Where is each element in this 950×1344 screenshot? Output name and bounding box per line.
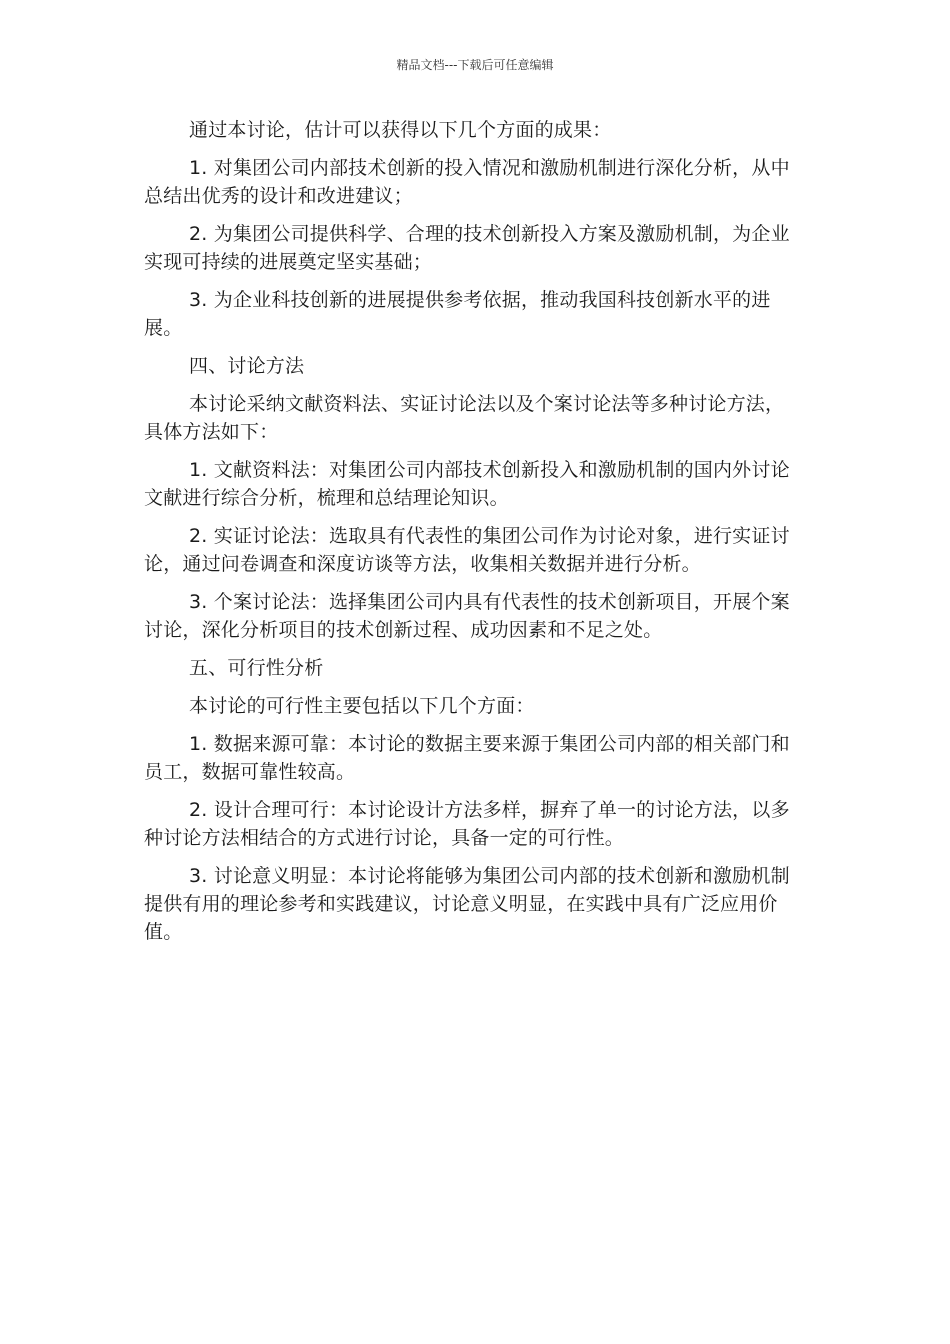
section-heading-feasibility: 五、可行性分析 <box>189 657 324 679</box>
paragraph-outcome-2: 2. 为集团公司提供科学、合理的技术创新投入方案及激励机制，为企业实现可持续的进展奠定坚实基础； <box>144 223 790 273</box>
paragraph-method-3: 3. 个案讨论法：选择集团公司内具有代表性的技术创新项目，开展个案讨论，深化分析项目的技术创新过程、成功因素和不足之处。 <box>144 591 790 641</box>
section-heading-methods: 四、讨论方法 <box>189 355 305 377</box>
document-body <box>144 116 800 956</box>
paragraph-outcome-3: 3. 为企业科技创新的进展提供参考依据，推动我国科技创新水平的进展。 <box>144 289 771 339</box>
paragraph-feasibility-intro: 本讨论的可行性主要包括以下几个方面： <box>189 695 535 717</box>
paragraph-method-1: 1. 文献资料法：对集团公司内部技术创新投入和激励机制的国内外讨论文献进行综合分析，梳理和总结理论知识。 <box>144 459 790 509</box>
paragraph-methods-intro: 本讨论采纳文献资料法、实证讨论法以及个案讨论法等多种讨论方法，具体方法如下： <box>144 393 785 443</box>
paragraph-outcomes-intro: 通过本讨论，估计可以获得以下几个方面的成果： <box>189 119 612 141</box>
page-header: 精品文档---下载后可任意编辑 <box>396 58 554 72</box>
paragraph-feasibility-2: 2. 设计合理可行：本讨论设计方法多样，摒弃了单一的讨论方法，以多种讨论方法相结合的方式进行讨论，具备一定的可行性。 <box>144 799 790 849</box>
paragraph-feasibility-1: 1. 数据来源可靠：本讨论的数据主要来源于集团公司内部的相关部门和员工，数据可靠性较高。 <box>144 733 790 783</box>
paragraph-method-2: 2. 实证讨论法：选取具有代表性的集团公司作为讨论对象，进行实证讨论，通过问卷调查和深度访谈等方法，收集相关数据并进行分析。 <box>144 525 790 575</box>
paragraph-feasibility-3: 3. 讨论意义明显：本讨论将能够为集团公司内部的技术创新和激励机制提供有用的理论参考和实践建议，讨论意义明显，在实践中具有广泛应用价值。 <box>144 865 790 943</box>
paragraph-outcome-1: 1. 对集团公司内部技术创新的投入情况和激励机制进行深化分析，从中总结出优秀的设计和改进建议； <box>144 157 790 207</box>
